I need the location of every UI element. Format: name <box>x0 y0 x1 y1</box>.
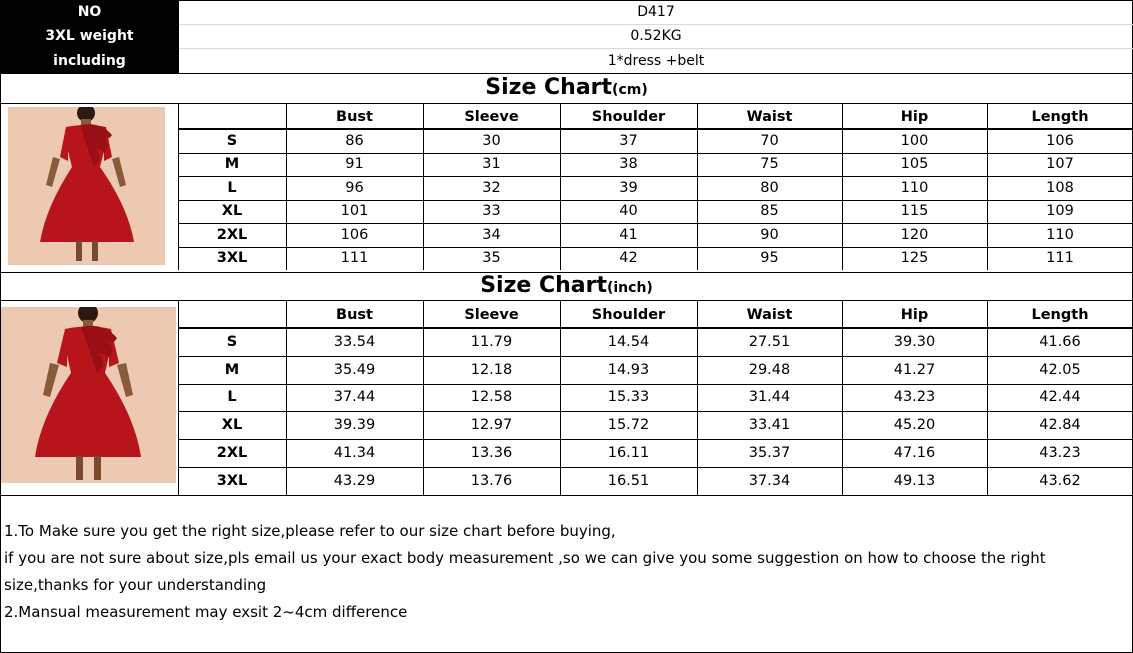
dress-photo-inch <box>1 307 176 483</box>
cm_chart-cell: 106 <box>1046 132 1074 149</box>
cm_chart-cell: 35 <box>482 250 501 267</box>
cm_chart-header-hip: Hip <box>900 108 929 125</box>
cm_chart-cell: 80 <box>760 179 779 196</box>
cm_chart-cell: 86 <box>345 132 364 149</box>
inch_chart-cell: 42.44 <box>1039 389 1081 406</box>
inch_chart-cell: 45.20 <box>893 417 936 434</box>
cm_chart-size-label: 2XL <box>216 226 248 243</box>
value-no: D417 <box>637 4 675 20</box>
inch_chart-cell: 31.44 <box>748 389 791 406</box>
inch_chart-size-label: 2XL <box>216 445 248 462</box>
cm_chart-cell: 33 <box>482 203 501 220</box>
cm_chart-header-waist: Waist <box>746 108 793 125</box>
cm_chart-size-label: S <box>226 132 238 149</box>
cm_chart-cell: 110 <box>900 179 929 196</box>
inch_chart-cell: 43.62 <box>1039 472 1081 489</box>
inch_chart-cell: 13.36 <box>470 445 513 462</box>
cm_chart-cell: 31 <box>482 156 501 173</box>
inch_chart-cell: 39.39 <box>333 417 376 434</box>
cm_chart-cell: 106 <box>340 226 369 243</box>
cm_chart-cell: 100 <box>900 132 929 149</box>
inch_chart-cell: 29.48 <box>748 361 791 378</box>
inch_chart-cell: 11.79 <box>470 333 513 350</box>
inch_chart-cell: 35.37 <box>748 445 791 462</box>
divider <box>179 24 1133 25</box>
cm_chart-cell: 41 <box>619 226 638 243</box>
cm_chart-cell: 70 <box>760 132 779 149</box>
cm_chart-cell: 34 <box>482 226 501 243</box>
inch_chart-cell: 41.27 <box>893 361 936 378</box>
inch_chart-cell: 16.11 <box>607 445 650 462</box>
cm_chart-cell: 75 <box>760 156 779 173</box>
value-weight: 0.52KG <box>630 28 682 44</box>
inch_chart-cell: 33.54 <box>333 333 376 350</box>
inch_chart-size-label: M <box>224 361 240 378</box>
cm_chart-cell: 125 <box>900 250 929 267</box>
inch_chart-cell: 42.05 <box>1039 361 1081 378</box>
inch_chart-cell: 39.30 <box>893 333 936 350</box>
red-dress-image <box>8 107 165 265</box>
cm_chart-header-sleeve: Sleeve <box>464 108 519 125</box>
cm_chart-size-label: XL <box>221 203 243 220</box>
inch_chart-header-bust: Bust <box>336 306 373 323</box>
cm_chart-cell: 85 <box>760 203 779 220</box>
inch_chart-cell: 37.44 <box>333 389 376 406</box>
inch_chart-header-waist: Waist <box>746 306 793 323</box>
cm_chart-cell: 42 <box>619 250 638 267</box>
cm_chart-cell: 110 <box>1046 226 1074 243</box>
divider <box>0 73 1133 74</box>
inch_chart-cell: 12.97 <box>470 417 513 434</box>
inch_chart-cell: 43.23 <box>1039 445 1081 462</box>
cm_chart-cell: 120 <box>900 226 929 243</box>
inch-chart-unit: (inch) <box>606 280 653 296</box>
inch_chart-cell: 37.34 <box>748 472 791 489</box>
cm_chart-cell: 101 <box>340 203 369 220</box>
divider <box>179 48 1133 49</box>
inch_chart-cell: 33.41 <box>748 417 791 434</box>
inch_chart-size-label: S <box>226 333 238 350</box>
inch_chart-cell: 27.51 <box>748 333 791 350</box>
inch_chart-cell: 12.18 <box>470 361 513 378</box>
cm_chart-cell: 107 <box>1046 156 1074 173</box>
inch_chart-cell: 12.58 <box>470 389 513 406</box>
cm_chart-size-label: L <box>227 179 237 196</box>
cm_chart-cell: 109 <box>1046 203 1074 220</box>
cm-chart-title <box>0 75 1133 102</box>
inch_chart-cell: 15.72 <box>607 417 650 434</box>
inch-chart-title <box>0 273 1133 300</box>
cm_chart-cell: 37 <box>619 132 638 149</box>
inch_chart-cell: 47.16 <box>893 445 936 462</box>
cm_chart-cell: 32 <box>482 179 501 196</box>
cm_chart-cell: 105 <box>900 156 929 173</box>
inch_chart-header-shoulder: Shoulder <box>591 306 666 323</box>
cm_chart-cell: 111 <box>340 250 369 267</box>
inch_chart-size-label: 3XL <box>216 472 248 489</box>
cm_chart-cell: 38 <box>619 156 638 173</box>
cm-chart-unit: (cm) <box>612 82 648 98</box>
inch_chart-cell: 14.54 <box>607 333 650 350</box>
divider <box>0 495 1133 496</box>
inch_chart-cell: 35.49 <box>333 361 376 378</box>
label-3xl-weight: 3XL weight <box>45 28 134 44</box>
cm_chart-cell: 39 <box>619 179 638 196</box>
cm_chart-cell: 30 <box>482 132 501 149</box>
cm-chart-title-text: Size Chart <box>485 75 613 100</box>
note-line-1: 1.To Make sure you get the right size,please refer to our size chart before buying, <box>4 522 616 540</box>
cm_chart-header-bust: Bust <box>336 108 373 125</box>
cm_chart-cell: 111 <box>1046 250 1074 267</box>
inch_chart-header-sleeve: Sleeve <box>464 306 519 323</box>
cm_chart-size-label: M <box>224 156 240 173</box>
cm_chart-cell: 40 <box>619 203 638 220</box>
cm_chart-cell: 95 <box>760 250 779 267</box>
inch_chart-size-label: XL <box>221 417 243 434</box>
inch_chart-cell: 42.84 <box>1039 417 1081 434</box>
cm_chart-size-label: 3XL <box>216 250 248 267</box>
inch_chart-cell: 41.34 <box>333 445 376 462</box>
size-notes <box>4 518 1124 626</box>
inch_chart-header-hip: Hip <box>900 306 929 323</box>
cm_chart-cell: 91 <box>345 156 364 173</box>
inch_chart-cell: 13.76 <box>470 472 513 489</box>
cm_chart-header-length: Length <box>1031 108 1089 125</box>
product-info-labels <box>0 0 179 73</box>
inch_chart-cell: 14.93 <box>607 361 650 378</box>
cm_chart-cell: 115 <box>900 203 929 220</box>
inch_chart-size-label: L <box>227 389 237 406</box>
inch_chart-cell: 49.13 <box>893 472 936 489</box>
red-dress-image <box>1 307 176 483</box>
inch_chart-header-length: Length <box>1031 306 1089 323</box>
label-no: NO <box>77 4 102 20</box>
inch_chart-cell: 15.33 <box>607 389 650 406</box>
inch_chart-cell: 16.51 <box>607 472 650 489</box>
cm_chart-cell: 96 <box>345 179 364 196</box>
cm_chart-header-shoulder: Shoulder <box>591 108 666 125</box>
note-line-3: 2.Mansual measurement may exsit 2~4cm difference <box>4 603 408 621</box>
inch_chart-cell: 41.66 <box>1039 333 1081 350</box>
inch_chart-cell: 43.23 <box>893 389 936 406</box>
inch_chart-cell: 43.29 <box>333 472 376 489</box>
dress-photo-cm <box>8 107 165 265</box>
label-including: including <box>53 52 126 69</box>
cm_chart-cell: 108 <box>1046 179 1074 196</box>
inch-chart-title-text: Size Chart <box>480 273 607 298</box>
note-line-2: if you are not sure about size,pls email us your exact body measurement ,so we can give you some suggestion on how to choose the right size,thanks for your understanding <box>4 549 1046 594</box>
value-including: 1*dress +belt <box>607 52 705 69</box>
cm_chart-cell: 90 <box>760 226 779 243</box>
